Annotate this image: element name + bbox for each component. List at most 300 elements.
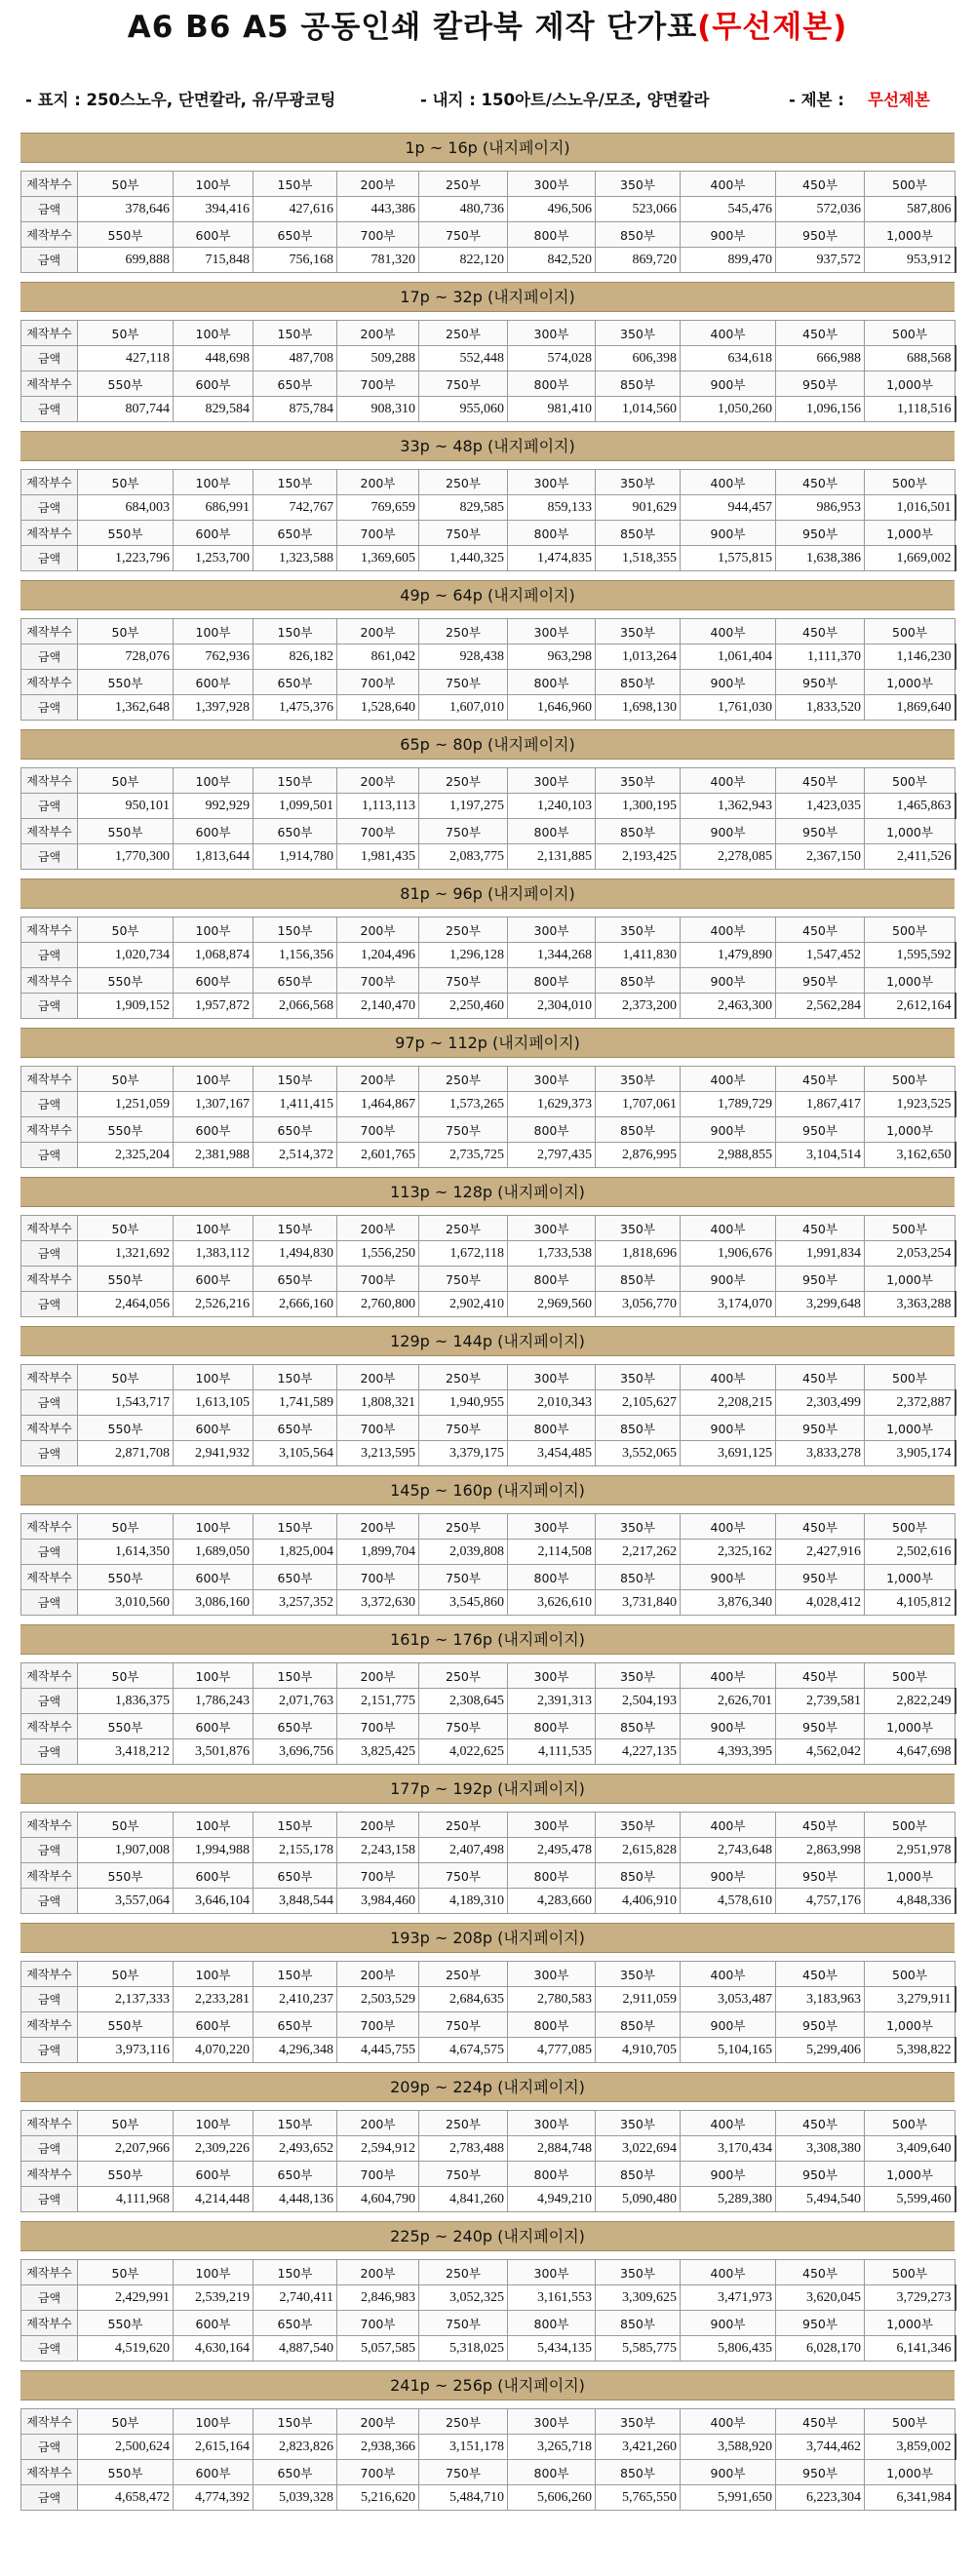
price-cell: 2,411,526 <box>865 844 956 870</box>
price-cell: 5,599,460 <box>865 2187 956 2212</box>
qty-cell: 800부 <box>508 2162 596 2187</box>
price-cell: 928,438 <box>419 644 508 670</box>
price-cell: 509,288 <box>337 346 419 371</box>
title-highlight: (무선제본) <box>697 10 848 45</box>
qty-cell: 150부 <box>254 1067 337 1092</box>
qty-cell: 650부 <box>254 222 337 248</box>
table-row <box>21 2038 956 2063</box>
row-label: 금액 <box>21 1441 78 1466</box>
price-cell: 5,585,775 <box>596 2336 681 2361</box>
table-row <box>21 1689 956 1714</box>
price-cell: 6,028,170 <box>776 2336 865 2361</box>
qty-cell: 550부 <box>78 1863 174 1889</box>
qty-cell: 800부 <box>508 1117 596 1143</box>
qty-cell: 500부 <box>865 1962 956 1987</box>
qty-cell: 350부 <box>596 2111 681 2136</box>
price-cell: 394,416 <box>174 197 254 222</box>
price-cell: 3,454,485 <box>508 1441 596 1466</box>
price-cell: 4,111,968 <box>78 2187 174 2212</box>
qty-cell: 700부 <box>337 521 419 546</box>
qty-cell: 900부 <box>681 2012 776 2038</box>
qty-cell: 900부 <box>681 1565 776 1590</box>
price-cell: 1,397,928 <box>174 695 254 721</box>
price-cell: 2,372,887 <box>865 1390 956 1416</box>
qty-cell: 250부 <box>419 172 508 197</box>
qty-cell: 300부 <box>508 2111 596 2136</box>
price-cell: 4,630,164 <box>174 2336 254 2361</box>
price-section <box>20 133 955 282</box>
price-cell: 2,308,645 <box>419 1689 508 1714</box>
price-section <box>20 580 955 729</box>
table-row <box>21 1565 956 1590</box>
qty-cell: 650부 <box>254 1714 337 1739</box>
price-cell: 2,969,560 <box>508 1292 596 1317</box>
qty-cell: 300부 <box>508 321 596 346</box>
table-row <box>21 1590 956 1616</box>
price-table <box>20 2110 956 2212</box>
price-cell: 5,606,260 <box>508 2485 596 2511</box>
price-cell: 666,988 <box>776 346 865 371</box>
price-cell: 4,647,698 <box>865 1739 956 1765</box>
price-cell: 2,309,226 <box>174 2136 254 2162</box>
qty-cell: 450부 <box>776 470 865 495</box>
table-row <box>21 1117 956 1143</box>
qty-cell: 100부 <box>174 2409 254 2435</box>
price-cell: 3,052,325 <box>419 2285 508 2311</box>
price-cell: 4,189,310 <box>419 1889 508 1914</box>
price-cell: 2,988,855 <box>681 1143 776 1168</box>
price-section <box>20 1475 955 1624</box>
table-row <box>21 1390 956 1416</box>
qty-cell: 500부 <box>865 619 956 644</box>
qty-cell: 850부 <box>596 1714 681 1739</box>
price-cell: 487,708 <box>254 346 337 371</box>
price-cell: 3,731,840 <box>596 1590 681 1616</box>
qty-cell: 500부 <box>865 768 956 794</box>
qty-cell: 1,000부 <box>865 2311 956 2336</box>
price-cell: 2,304,010 <box>508 994 596 1019</box>
price-cell: 1,899,704 <box>337 1540 419 1565</box>
price-section <box>20 1028 955 1177</box>
qty-cell: 750부 <box>419 670 508 695</box>
price-cell: 1,411,830 <box>596 943 681 968</box>
qty-cell: 650부 <box>254 2162 337 2187</box>
qty-cell: 700부 <box>337 670 419 695</box>
price-cell: 4,214,448 <box>174 2187 254 2212</box>
qty-cell: 350부 <box>596 172 681 197</box>
qty-cell: 900부 <box>681 2311 776 2336</box>
price-cell: 3,308,380 <box>776 2136 865 2162</box>
qty-cell: 500부 <box>865 321 956 346</box>
qty-cell: 200부 <box>337 1067 419 1092</box>
price-cell: 2,760,800 <box>337 1292 419 1317</box>
price-cell: 552,448 <box>419 346 508 371</box>
table-row <box>21 1267 956 1292</box>
row-label: 금액 <box>21 644 78 670</box>
qty-cell: 1,000부 <box>865 2162 956 2187</box>
price-cell: 1,981,435 <box>337 844 419 870</box>
price-cell: 448,698 <box>174 346 254 371</box>
qty-cell: 850부 <box>596 222 681 248</box>
price-cell: 2,407,498 <box>419 1838 508 1863</box>
qty-cell: 1,000부 <box>865 1416 956 1441</box>
price-cell: 2,876,995 <box>596 1143 681 1168</box>
row-label: 제작부수 <box>21 1216 78 1241</box>
table-row <box>21 1813 956 1838</box>
row-label: 금액 <box>21 197 78 222</box>
price-cell: 4,070,220 <box>174 2038 254 2063</box>
table-row <box>21 1663 956 1689</box>
price-cell: 1,197,275 <box>419 794 508 819</box>
table-row <box>21 2460 956 2485</box>
qty-cell: 600부 <box>174 819 254 844</box>
row-label: 제작부수 <box>21 1565 78 1590</box>
qty-cell: 250부 <box>419 2260 508 2285</box>
price-cell: 496,506 <box>508 197 596 222</box>
qty-cell: 350부 <box>596 1216 681 1241</box>
price-cell: 1,906,676 <box>681 1241 776 1267</box>
price-cell: 1,474,835 <box>508 546 596 571</box>
qty-cell: 300부 <box>508 1216 596 1241</box>
table-row <box>21 1216 956 1241</box>
qty-cell: 950부 <box>776 670 865 695</box>
qty-cell: 250부 <box>419 1663 508 1689</box>
price-cell: 4,283,660 <box>508 1889 596 1914</box>
qty-cell: 850부 <box>596 2311 681 2336</box>
qty-cell: 450부 <box>776 1365 865 1390</box>
table-row <box>21 248 956 273</box>
price-cell: 1,672,118 <box>419 1241 508 1267</box>
price-cell: 1,528,640 <box>337 695 419 721</box>
qty-cell: 750부 <box>419 1416 508 1441</box>
price-cell: 1,111,370 <box>776 644 865 670</box>
price-cell: 1,733,538 <box>508 1241 596 1267</box>
qty-cell: 250부 <box>419 917 508 943</box>
qty-cell: 900부 <box>681 521 776 546</box>
qty-cell: 600부 <box>174 1565 254 1590</box>
qty-cell: 1,000부 <box>865 222 956 248</box>
price-cell: 3,557,064 <box>78 1889 174 1914</box>
row-label: 금액 <box>21 1889 78 1914</box>
price-cell: 2,612,164 <box>865 994 956 1019</box>
qty-cell: 500부 <box>865 172 956 197</box>
table-row <box>21 2285 956 2311</box>
row-label: 금액 <box>21 1987 78 2012</box>
price-cell: 3,545,860 <box>419 1590 508 1616</box>
price-cell: 829,584 <box>174 397 254 422</box>
price-cell: 1,362,943 <box>681 794 776 819</box>
qty-cell: 450부 <box>776 2260 865 2285</box>
price-cell: 3,309,625 <box>596 2285 681 2311</box>
row-label: 제작부수 <box>21 917 78 943</box>
price-cell: 3,848,544 <box>254 1889 337 1914</box>
table-row <box>21 2485 956 2511</box>
price-table <box>20 469 956 571</box>
table-row <box>21 222 956 248</box>
qty-cell: 300부 <box>508 619 596 644</box>
price-cell: 4,022,625 <box>419 1739 508 1765</box>
qty-cell: 100부 <box>174 1365 254 1390</box>
qty-cell: 200부 <box>337 1663 419 1689</box>
price-cell: 5,289,380 <box>681 2187 776 2212</box>
price-cell: 545,476 <box>681 197 776 222</box>
price-cell: 2,066,568 <box>254 994 337 1019</box>
qty-cell: 500부 <box>865 470 956 495</box>
price-cell: 3,984,460 <box>337 1889 419 1914</box>
qty-cell: 350부 <box>596 2409 681 2435</box>
row-label: 제작부수 <box>21 521 78 546</box>
price-cell: 2,626,701 <box>681 1689 776 1714</box>
price-cell: 950,101 <box>78 794 174 819</box>
qty-cell: 1,000부 <box>865 1863 956 1889</box>
qty-cell: 300부 <box>508 2260 596 2285</box>
row-label: 금액 <box>21 1540 78 1565</box>
qty-cell: 150부 <box>254 1663 337 1689</box>
qty-cell: 800부 <box>508 521 596 546</box>
qty-cell: 300부 <box>508 1514 596 1540</box>
price-cell: 4,562,042 <box>776 1739 865 1765</box>
qty-cell: 550부 <box>78 2162 174 2187</box>
qty-cell: 50부 <box>78 1067 174 1092</box>
price-cell: 861,042 <box>337 644 419 670</box>
table-row <box>21 1241 956 1267</box>
table-row <box>21 943 956 968</box>
price-cell: 2,562,284 <box>776 994 865 1019</box>
title-main: A6 B6 A5 공동인쇄 칼라북 제작 단가표 <box>127 10 698 45</box>
table-row <box>21 2311 956 2336</box>
price-cell: 1,423,035 <box>776 794 865 819</box>
qty-cell: 850부 <box>596 670 681 695</box>
price-cell: 2,010,343 <box>508 1390 596 1416</box>
qty-cell: 750부 <box>419 1117 508 1143</box>
qty-cell: 200부 <box>337 1514 419 1540</box>
qty-cell: 300부 <box>508 470 596 495</box>
price-cell: 2,846,983 <box>337 2285 419 2311</box>
price-cell: 2,083,775 <box>419 844 508 870</box>
price-cell: 3,691,125 <box>681 1441 776 1466</box>
section-title: 113p ~ 128p (내지페이지) <box>20 1177 955 1207</box>
price-table <box>20 1215 956 1317</box>
price-cell: 2,039,808 <box>419 1540 508 1565</box>
table-row <box>21 2336 956 2361</box>
qty-cell: 350부 <box>596 768 681 794</box>
qty-cell: 150부 <box>254 1514 337 1540</box>
spec-line <box>25 86 961 115</box>
qty-cell: 50부 <box>78 2111 174 2136</box>
price-cell: 1,383,112 <box>174 1241 254 1267</box>
price-cell: 2,243,158 <box>337 1838 419 1863</box>
price-cell: 807,744 <box>78 397 174 422</box>
qty-cell: 800부 <box>508 2460 596 2485</box>
table-row <box>21 1416 956 1441</box>
price-cell: 3,086,160 <box>174 1590 254 1616</box>
section-title: 209p ~ 224p (내지페이지) <box>20 2072 955 2102</box>
price-table <box>20 2408 956 2511</box>
qty-cell: 900부 <box>681 1714 776 1739</box>
price-cell: 1,518,355 <box>596 546 681 571</box>
qty-cell: 550부 <box>78 1714 174 1739</box>
qty-cell: 900부 <box>681 371 776 397</box>
price-cell: 1,607,010 <box>419 695 508 721</box>
price-cell: 826,182 <box>254 644 337 670</box>
qty-cell: 50부 <box>78 1365 174 1390</box>
qty-cell: 650부 <box>254 819 337 844</box>
price-cell: 4,111,535 <box>508 1739 596 1765</box>
qty-cell: 550부 <box>78 670 174 695</box>
price-cell: 1,411,415 <box>254 1092 337 1117</box>
qty-cell: 500부 <box>865 1365 956 1390</box>
row-label: 금액 <box>21 248 78 273</box>
price-cell: 2,325,204 <box>78 1143 174 1168</box>
qty-cell: 100부 <box>174 2111 254 2136</box>
qty-cell: 150부 <box>254 768 337 794</box>
price-cell: 1,923,525 <box>865 1092 956 1117</box>
price-cell: 4,406,910 <box>596 1889 681 1914</box>
price-cell: 1,251,059 <box>78 1092 174 1117</box>
row-label: 금액 <box>21 2038 78 2063</box>
row-label: 제작부수 <box>21 819 78 844</box>
qty-cell: 750부 <box>419 1565 508 1590</box>
qty-cell: 750부 <box>419 1267 508 1292</box>
qty-cell: 750부 <box>419 968 508 994</box>
price-cell: 4,774,392 <box>174 2485 254 2511</box>
price-cell: 4,296,348 <box>254 2038 337 2063</box>
qty-cell: 550부 <box>78 371 174 397</box>
price-cell: 1,307,167 <box>174 1092 254 1117</box>
price-cell: 1,050,260 <box>681 397 776 422</box>
price-cell: 4,887,540 <box>254 2336 337 2361</box>
price-cell: 4,105,812 <box>865 1590 956 1616</box>
row-label: 제작부수 <box>21 470 78 495</box>
qty-cell: 400부 <box>681 2260 776 2285</box>
qty-cell: 750부 <box>419 521 508 546</box>
qty-cell: 400부 <box>681 470 776 495</box>
price-cell: 4,227,135 <box>596 1739 681 1765</box>
spec-cover: - 표지 : 250스노우, 단면칼라, 유/무광코팅 <box>25 91 336 109</box>
qty-cell: 100부 <box>174 1067 254 1092</box>
qty-cell: 550부 <box>78 2012 174 2038</box>
price-cell: 5,765,550 <box>596 2485 681 2511</box>
table-row <box>21 1067 956 1092</box>
qty-cell: 950부 <box>776 2012 865 2038</box>
row-label: 제작부수 <box>21 2260 78 2285</box>
price-cell: 2,502,616 <box>865 1540 956 1565</box>
qty-cell: 950부 <box>776 222 865 248</box>
section-title: 241p ~ 256p (내지페이지) <box>20 2370 955 2400</box>
price-cell: 2,053,254 <box>865 1241 956 1267</box>
qty-cell: 850부 <box>596 1267 681 1292</box>
qty-cell: 650부 <box>254 1863 337 1889</box>
qty-cell: 700부 <box>337 1714 419 1739</box>
qty-cell: 800부 <box>508 670 596 695</box>
price-table <box>20 1961 956 2063</box>
qty-cell: 50부 <box>78 2260 174 2285</box>
qty-cell: 650부 <box>254 968 337 994</box>
price-cell: 908,310 <box>337 397 419 422</box>
qty-cell: 600부 <box>174 1416 254 1441</box>
price-section <box>20 2370 955 2519</box>
price-cell: 728,076 <box>78 644 174 670</box>
price-cell: 1,556,250 <box>337 1241 419 1267</box>
price-section <box>20 1774 955 1923</box>
row-label: 금액 <box>21 1092 78 1117</box>
qty-cell: 750부 <box>419 222 508 248</box>
price-cell: 2,137,333 <box>78 1987 174 2012</box>
qty-cell: 850부 <box>596 968 681 994</box>
qty-cell: 700부 <box>337 2012 419 2038</box>
row-label: 제작부수 <box>21 321 78 346</box>
price-cell: 953,912 <box>865 248 956 273</box>
price-cell: 3,501,876 <box>174 1739 254 1765</box>
qty-cell: 750부 <box>419 1863 508 1889</box>
qty-cell: 200부 <box>337 1813 419 1838</box>
price-cell: 963,298 <box>508 644 596 670</box>
qty-cell: 700부 <box>337 819 419 844</box>
price-cell: 3,372,630 <box>337 1590 419 1616</box>
row-label: 제작부수 <box>21 1514 78 1540</box>
row-label: 금액 <box>21 943 78 968</box>
price-cell: 3,696,756 <box>254 1739 337 1765</box>
qty-cell: 500부 <box>865 2111 956 2136</box>
table-row <box>21 546 956 571</box>
price-cell: 3,418,212 <box>78 1739 174 1765</box>
qty-cell: 300부 <box>508 172 596 197</box>
table-row <box>21 1540 956 1565</box>
row-label: 제작부수 <box>21 1267 78 1292</box>
price-cell: 1,061,404 <box>681 644 776 670</box>
table-row <box>21 917 956 943</box>
price-cell: 1,323,588 <box>254 546 337 571</box>
price-cell: 2,526,216 <box>174 1292 254 1317</box>
price-table <box>20 618 956 721</box>
price-cell: 2,207,966 <box>78 2136 174 2162</box>
price-cell: 3,183,963 <box>776 1987 865 2012</box>
price-cell: 3,409,640 <box>865 2136 956 2162</box>
qty-cell: 750부 <box>419 2460 508 2485</box>
price-cell: 4,604,790 <box>337 2187 419 2212</box>
qty-cell: 450부 <box>776 1067 865 1092</box>
qty-cell: 950부 <box>776 1117 865 1143</box>
spec-binding-label: - 제본 : <box>789 91 844 109</box>
row-label: 금액 <box>21 1838 78 1863</box>
price-cell: 2,114,508 <box>508 1540 596 1565</box>
qty-cell: 800부 <box>508 1416 596 1441</box>
price-cell: 4,448,136 <box>254 2187 337 2212</box>
qty-cell: 300부 <box>508 1962 596 1987</box>
price-cell: 2,325,162 <box>681 1540 776 1565</box>
table-row <box>21 1143 956 1168</box>
qty-cell: 250부 <box>419 2111 508 2136</box>
qty-cell: 400부 <box>681 1962 776 1987</box>
price-cell: 1,464,867 <box>337 1092 419 1117</box>
price-cell: 3,010,560 <box>78 1590 174 1616</box>
table-row <box>21 521 956 546</box>
price-cell: 2,250,460 <box>419 994 508 1019</box>
price-cell: 1,573,265 <box>419 1092 508 1117</box>
qty-cell: 650부 <box>254 1565 337 1590</box>
qty-cell: 350부 <box>596 619 681 644</box>
price-cell: 1,543,717 <box>78 1390 174 1416</box>
table-row <box>21 1889 956 1914</box>
price-cell: 1,909,152 <box>78 994 174 1019</box>
price-cell: 1,014,560 <box>596 397 681 422</box>
price-cell: 1,761,030 <box>681 695 776 721</box>
qty-cell: 400부 <box>681 917 776 943</box>
row-label: 제작부수 <box>21 1714 78 1739</box>
price-cell: 4,910,705 <box>596 2038 681 2063</box>
qty-cell: 800부 <box>508 968 596 994</box>
price-cell: 1,629,373 <box>508 1092 596 1117</box>
